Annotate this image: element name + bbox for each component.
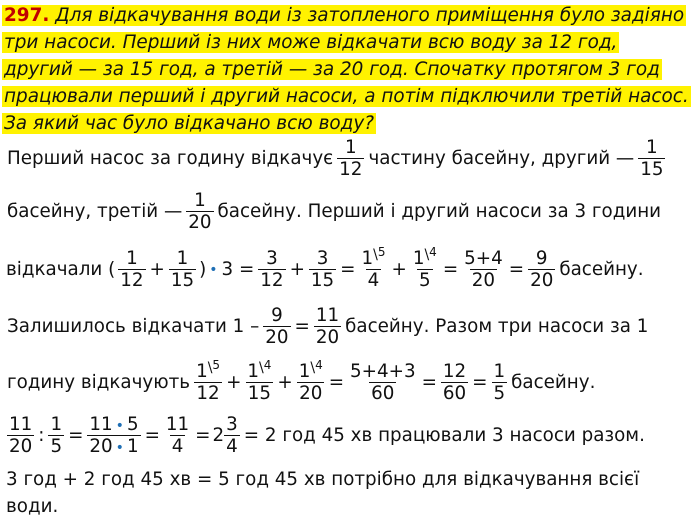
numerator: 1 [194, 190, 206, 211]
denominator: 5 [50, 436, 63, 458]
operator: = [294, 316, 310, 338]
fraction [492, 361, 508, 404]
numerator: 5+4+3 [350, 361, 416, 382]
denominator: 60 [371, 383, 395, 405]
fraction [462, 248, 505, 291]
text: басейну. [511, 372, 596, 394]
factor: 5 [126, 414, 139, 435]
problem-line-4: працювали перший і другий насоси, а потім підключили третій насос. [4, 86, 689, 107]
fraction [528, 248, 555, 291]
numerator: 1 [344, 137, 357, 158]
fraction [194, 358, 222, 405]
problem-text-1: Для відкачування води із затопленого приміщення було задіяно [55, 5, 685, 26]
denominator: 20 [530, 270, 554, 292]
numerator: 1 [646, 137, 658, 158]
fraction [87, 414, 140, 457]
factor: 4 [263, 358, 272, 372]
denominator: 15 [310, 270, 335, 292]
factor-mark: \ [424, 247, 430, 263]
operator: + [277, 372, 293, 394]
problem-line-2: три насоси. Перший із них може відкачати всю воду за 12 год, [4, 32, 618, 53]
numerator-value: 1 [247, 361, 260, 382]
fraction [258, 248, 285, 291]
fraction [348, 361, 418, 404]
text: басейну. [559, 259, 644, 281]
factor: 4 [315, 358, 323, 372]
denominator: 20 [9, 436, 33, 458]
text: Залишилось відкачати 1 – [7, 316, 260, 338]
text: басейну. Перший і другий насоси за 3 години [217, 201, 662, 223]
problem-line-3: другий — за 15 год, а третій — за 20 год. Спочатку протягом 3 год [4, 59, 660, 80]
operator: = [144, 425, 160, 447]
factor-mark: \ [310, 360, 316, 376]
numerator: 12 [442, 361, 467, 382]
denominator: 15 [247, 383, 272, 405]
denominator: 4 [367, 270, 380, 292]
denominator: 20 [265, 327, 289, 349]
solution-line-8 [6, 496, 58, 517]
factor-mark: \ [373, 247, 378, 263]
numerator [245, 358, 273, 382]
numerator: 1 [126, 248, 138, 269]
numerator [359, 245, 387, 269]
fraction [224, 414, 240, 457]
numerator: 5+4 [464, 248, 503, 269]
fraction [48, 414, 64, 457]
text: води. [6, 496, 59, 517]
solution-line-5 [6, 358, 596, 405]
problem-number: 297. [4, 5, 50, 26]
denominator: 20 [299, 383, 323, 405]
solution-line-1 [6, 137, 668, 180]
operator: = [328, 372, 345, 394]
fraction [164, 414, 191, 457]
denominator: 60 [442, 383, 467, 405]
operator: = [472, 372, 488, 394]
text: басейну. Разом три насоси за 1 [345, 316, 649, 338]
fraction [441, 361, 468, 404]
numerator [194, 358, 222, 382]
numerator [411, 245, 439, 269]
whole-part: 2 [212, 425, 225, 447]
denominator: 15 [170, 270, 195, 292]
denominator: 12 [196, 383, 220, 405]
solution-line-6 [4, 414, 646, 457]
problem-line-5: За який час було відкачано всю воду? [4, 113, 375, 134]
operator: + [289, 259, 305, 281]
text: ) [199, 259, 207, 281]
factor-mark: \ [207, 360, 213, 376]
fraction [337, 137, 364, 180]
operator: = [340, 259, 356, 281]
text: Перший насос за годину відкачує [7, 148, 334, 170]
numerator: 11 [9, 414, 33, 435]
denominator: 12 [260, 270, 284, 292]
text: 3 = [221, 259, 255, 281]
denominator: 5 [418, 270, 431, 292]
fraction [314, 305, 341, 348]
operator: = [442, 259, 459, 281]
denominator: 20 [188, 212, 212, 234]
numerator: 11 [165, 414, 190, 435]
operator: + [149, 259, 165, 281]
solution-line-3 [6, 245, 645, 292]
text: частину басейну, другий — [368, 148, 635, 170]
problem-line-1 [2, 5, 686, 26]
numerator-value: 1 [361, 248, 374, 269]
denominator: 4 [171, 436, 184, 458]
denominator: 4 [226, 436, 238, 458]
factor-mark: \ [259, 360, 264, 376]
operator: = [421, 372, 437, 394]
numerator: 1 [176, 248, 189, 269]
numerator: 9 [535, 248, 548, 269]
numerator: 3 [266, 248, 278, 269]
fraction [263, 305, 290, 348]
fraction [7, 414, 34, 457]
fraction [638, 137, 665, 180]
factor: 5 [377, 245, 386, 259]
denominator [87, 435, 140, 457]
fraction [309, 248, 336, 291]
numerator-value: 1 [196, 361, 208, 382]
solution-line-2 [6, 190, 662, 233]
numerator: 11 [315, 305, 340, 326]
operator: : [38, 425, 45, 447]
fraction [411, 245, 439, 292]
numerator-value: 1 [298, 361, 311, 382]
multiply-dot: • [115, 440, 124, 457]
fraction [169, 248, 196, 291]
solution-line-7 [6, 469, 639, 490]
operator: = [508, 259, 525, 281]
denominator: 20 [471, 270, 496, 292]
factor: 11 [89, 414, 113, 435]
factor: 20 [89, 436, 113, 458]
operator: + [226, 372, 242, 394]
fraction [118, 248, 145, 291]
fraction [297, 358, 325, 405]
text: 3 год + 2 год 45 хв = 5 год 45 хв потрібно для відкачування всієї [6, 469, 640, 490]
numerator: 3 [226, 414, 238, 435]
numerator: 1 [493, 361, 506, 382]
numerator: 1 [50, 414, 63, 435]
fraction [186, 190, 213, 233]
numerator [297, 358, 325, 382]
operator: = [195, 425, 211, 447]
text: відкачали ( [6, 259, 116, 281]
factor: 4 [429, 245, 437, 259]
denominator: 15 [640, 159, 664, 181]
text: годину відкачують [7, 372, 191, 394]
operator: = [68, 425, 84, 447]
denominator: 12 [339, 159, 363, 181]
multiply-dot: • [209, 261, 218, 278]
numerator-value: 1 [412, 248, 425, 269]
multiply-dot: • [115, 418, 124, 434]
numerator: 9 [271, 305, 283, 326]
problem-statement [2, 2, 692, 137]
operator: + [391, 259, 407, 281]
numerator [87, 414, 140, 435]
fraction [245, 358, 273, 405]
denominator: 12 [120, 270, 144, 292]
denominator: 5 [493, 383, 506, 405]
factor: 5 [212, 358, 221, 372]
solution-line-4 [6, 305, 649, 348]
factor: 1 [126, 436, 139, 458]
numerator: 3 [316, 248, 329, 269]
denominator: 20 [315, 327, 340, 349]
text: = 2 год 45 хв працювали 3 насоси разом. [243, 425, 645, 447]
fraction [359, 245, 387, 292]
text: басейну, третій — [7, 201, 183, 223]
